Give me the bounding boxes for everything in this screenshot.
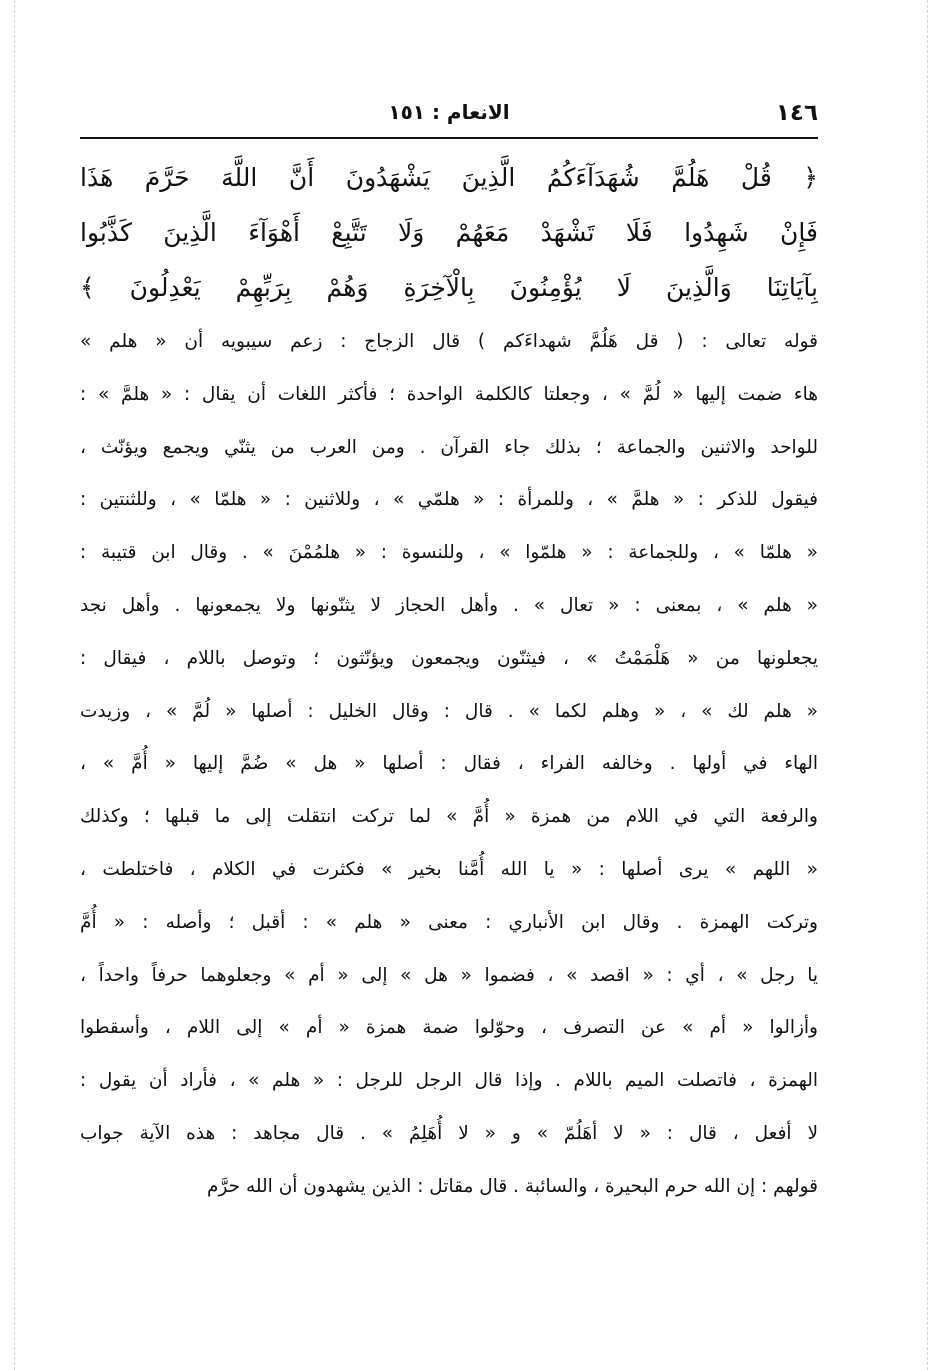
scan-edge-line-left (14, 0, 15, 1370)
page-number: ١٤٦ (775, 100, 818, 126)
commentary-body (80, 316, 818, 1214)
commentary-line: فيقول للذكر : « هلمَّ » ، وللمرأة : « هلمّي » ، وللاثنين : « هلمّا » ، وللثنتين : (80, 489, 818, 511)
commentary-line: الهاء في أولها . وخالفه الفراء ، فقال : أصلها « هل » ضُمَّ إليها « أُمَّ » ، (80, 753, 818, 775)
quran-verse-line: ﴿ قُلْ هَلُمَّ شُهَدَآءَكُمُ الَّذِينَ يَشْهَدُونَ أَنَّ اللَّهَ حَرَّمَ هَذَا (80, 163, 818, 192)
commentary-line: « هلم » ، بمعنى : « تعال » . وأهل الحجاز لا يثنّونها ولا يجمعونها . وأهل نجد (80, 594, 818, 616)
commentary-line: وأزالوا « أم » عن التصرف ، وحوّلوا ضمة همزة « أم » إلى اللام ، وأسقطوا (80, 1017, 818, 1039)
commentary-line: « اللهم » يرى أصلها : « يا الله أُمَّنا بخير » فكثرت في الكلام ، فاختلطت ، (80, 858, 818, 880)
commentary-line: « هلم لك » ، « وهلم لكما » . قال : وقال الخليل : أصلها « لُمَّ » ، وزيدت (80, 700, 818, 722)
quran-verse-line: فَإِنْ شَهِدُوا فَلَا تَشْهَدْ مَعَهُمْ وَلَا تَتَّبِعْ أَهْوَآءَ الَّذِينَ كَذَّبُوا (80, 218, 818, 247)
commentary-line: يا رجل » ، أي : « اقصد » ، فضموا « هل » إلى « أم » وجعلوهما حرفاً واحداً ، (80, 964, 818, 986)
commentary-line: قوله تعالى : ( قل هَلُمَّ شهداءَكم ) قال الزجاج : زعم سيبويه أن « هلم » (80, 331, 818, 352)
commentary-line: قولهم : إن الله حرم البحيرة ، والسائبة . قال مقاتل : الذين يشهدون أن الله حرَّم (207, 1175, 818, 1197)
running-title: الانعام : ١٥١ (388, 100, 510, 124)
header-rule (80, 137, 818, 139)
commentary-line: وتركت الهمزة . وقال ابن الأنباري : معنى « هلم » : أقبل ؛ وأصله : « أُمَّ (80, 911, 818, 933)
commentary-line: « هلمّا » ، وللجماعة : « هلمّوا » ، وللنسوة : « هلمُمْنَ » . وقال ابن قتيبة : (80, 542, 818, 564)
commentary-line: لا أفعل ، قال : « لا أهَلُمّ » و « لا أُهَلِمُ » . قال مجاهد : هذه الآية جواب (80, 1122, 818, 1144)
scan-edge-line-right (927, 0, 928, 1370)
commentary-line: للواحد والاثنين والجماعة ؛ بذلك جاء القرآن . ومن العرب من يثنّي ويجمع ويؤنّث ، (80, 436, 818, 458)
commentary-line: والرفعة التي في اللام من همزة « أُمَّ » لما تركت انتقلت إلى ما قبلها ؛ وكذلك (80, 806, 818, 828)
quran-verse-block (80, 150, 818, 315)
quran-verse-line: بِآيَاتِنَا وَالَّذِينَ لَا يُؤْمِنُونَ بِالْآخِرَةِ وَهُمْ بِرَبِّهِمْ يَعْدِلُونَ ﴾ (80, 273, 818, 302)
page-header (80, 96, 818, 136)
commentary-line: يجعلونها من « هَلْمَمْتُ » ، فيثنّون ويجمعون ويؤنّثون ؛ وتوصل باللام ، فيقال : (80, 647, 818, 669)
commentary-line: الهمزة ، فاتصلت الميم باللام . وإذا قال الرجل للرجل : « هلم » ، فأراد أن يقول : (80, 1070, 818, 1092)
commentary-line: هاء ضمت إليها « لُمَّ » ، وجعلتا كالكلمة الواحدة ؛ فأكثر اللغات أن يقال : « هلمَّ » : (80, 383, 818, 405)
